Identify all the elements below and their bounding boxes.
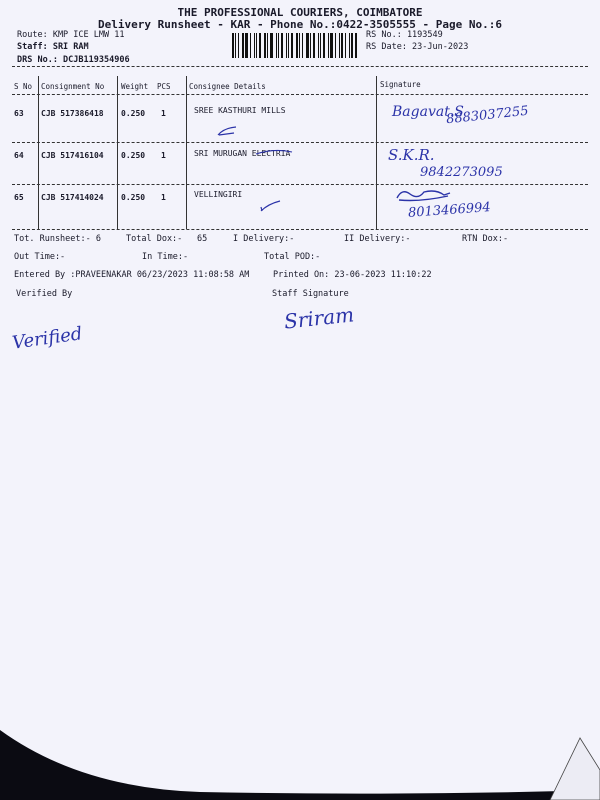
row-consignment: CJB 517416104 [41,151,104,160]
barcode-bar [259,33,261,58]
rtn-dox: RTN Dox:- [462,234,509,244]
barcode-bar [235,33,236,58]
barcode-bar [306,33,309,58]
barcode-bar [318,33,319,58]
barcode-bar [238,33,239,58]
drs-number: DRS No.: DCJB119354906 [17,55,130,65]
barcode-bar [302,33,303,58]
staff-signature: Sriram [282,302,356,334]
entered-by: Entered By :PRAVEENAKAR 06/23/2023 11:08:58 AM [14,270,250,280]
row-consignee: SREE KASTHURI MILLS [194,106,286,115]
printed-on: Printed On: 23-06-2023 11:10:22 [273,270,432,280]
col-header-consignment: Consignment No [41,82,105,91]
barcode-bar [328,33,329,58]
barcode-bar [276,33,277,58]
barcode-bar [310,33,311,58]
row-consignment: CJB 517386418 [41,109,104,118]
col-divider [117,76,118,229]
barcode [232,33,360,58]
barcode-bar [349,33,350,58]
barcode-bar [256,33,257,58]
barcode-bar [254,33,255,58]
barcode-bar [313,33,315,58]
barcode-bar [341,33,343,58]
table-header-rule [12,94,588,95]
row-sno: 64 [14,151,24,160]
barcode-bar [339,33,340,58]
receiver-signature: Bagavat.S [392,104,464,120]
underline-mark [254,146,294,156]
row-consignee: SRI MURUGAN ELECTRIA [194,149,291,158]
receiver-phone: 8013466994 [407,200,492,221]
barcode-bar [278,33,279,58]
barcode-bar [296,33,298,58]
barcode-bar [355,33,357,58]
total-dox-label: Total Dox:- [126,234,183,244]
row-weight: 0.250 [121,193,146,202]
barcode-bar [250,33,251,58]
barcode-bar [291,33,293,58]
barcode-bar [281,33,283,58]
barcode-bar [351,33,353,58]
col-divider [38,76,39,229]
rs-number: RS No.: 1193549 [366,30,443,40]
barcode-bar [345,33,346,58]
receiver-signature [394,186,454,204]
barcode-bar [270,33,273,58]
row-consignment: CJB 517414024 [41,193,104,202]
barcode-bar [267,33,268,58]
tot-runsheet: Tot. Runsheet:- 6 [14,234,101,244]
col-header-consignee: Consignee Details [189,82,266,91]
barcode-bar [323,33,325,58]
row-pcs: 1 [161,109,166,118]
barcode-bar [320,33,321,58]
row-consignee: VELLINGIRI [194,190,243,199]
verifier-signature: Verified [10,323,84,354]
route-label: Route: KMP ICE LMW 11 [17,30,125,40]
barcode-bar [299,33,300,58]
receiver-phone: 9842273095 [420,165,503,180]
col-divider [376,76,377,229]
row-pcs: 1 [161,151,166,160]
runsheet-subtitle: Delivery Runsheet - KAR - Phone No.:0422-3505555 - Page No.:6 [98,18,502,31]
total-dox-value: 65 [197,234,208,244]
barcode-bar [232,33,234,58]
col-divider [186,76,187,229]
row-sno: 63 [14,109,24,118]
row-divider [12,142,588,143]
scan-shadow [0,730,600,800]
out-time: Out Time:- [14,252,66,262]
row-pcs: 1 [161,193,166,202]
company-title: THE PROFESSIONAL COURIERS, COIMBATORE [177,6,423,19]
row-sno: 65 [14,193,24,202]
receiver-signature: S.K.R. [388,146,435,164]
row-weight: 0.250 [121,109,146,118]
barcode-bar [330,33,333,58]
barcode-bar [245,33,248,58]
row-weight: 0.250 [121,151,146,160]
i-delivery: I Delivery:- [233,234,295,244]
table-bottom-rule [12,229,588,230]
row-divider [12,184,588,185]
tick-mark [258,198,284,214]
col-header-signature: Signature [380,80,421,89]
barcode-bar [264,33,266,58]
tick-mark [216,124,240,138]
col-header-weight: Weight [121,82,149,91]
col-header-pcs: PCS [157,82,171,91]
total-pod: Total POD:- [264,252,321,262]
col-header-sno: S No [14,82,33,91]
table-top-rule [12,66,588,67]
page-corner-fold [540,730,600,800]
staff-signature-label: Staff Signature [272,289,349,299]
barcode-bar [335,33,336,58]
verified-by-label: Verified By [16,289,73,299]
barcode-bar [242,33,244,58]
ii-delivery: II Delivery:- [344,234,411,244]
rs-date: RS Date: 23-Jun-2023 [366,42,469,52]
barcode-bar [286,33,287,58]
staff-label: Staff: SRI RAM [17,42,89,52]
receiver-phone: 8883037255 [445,103,530,128]
in-time: In Time:- [142,252,189,262]
barcode-bar [288,33,289,58]
